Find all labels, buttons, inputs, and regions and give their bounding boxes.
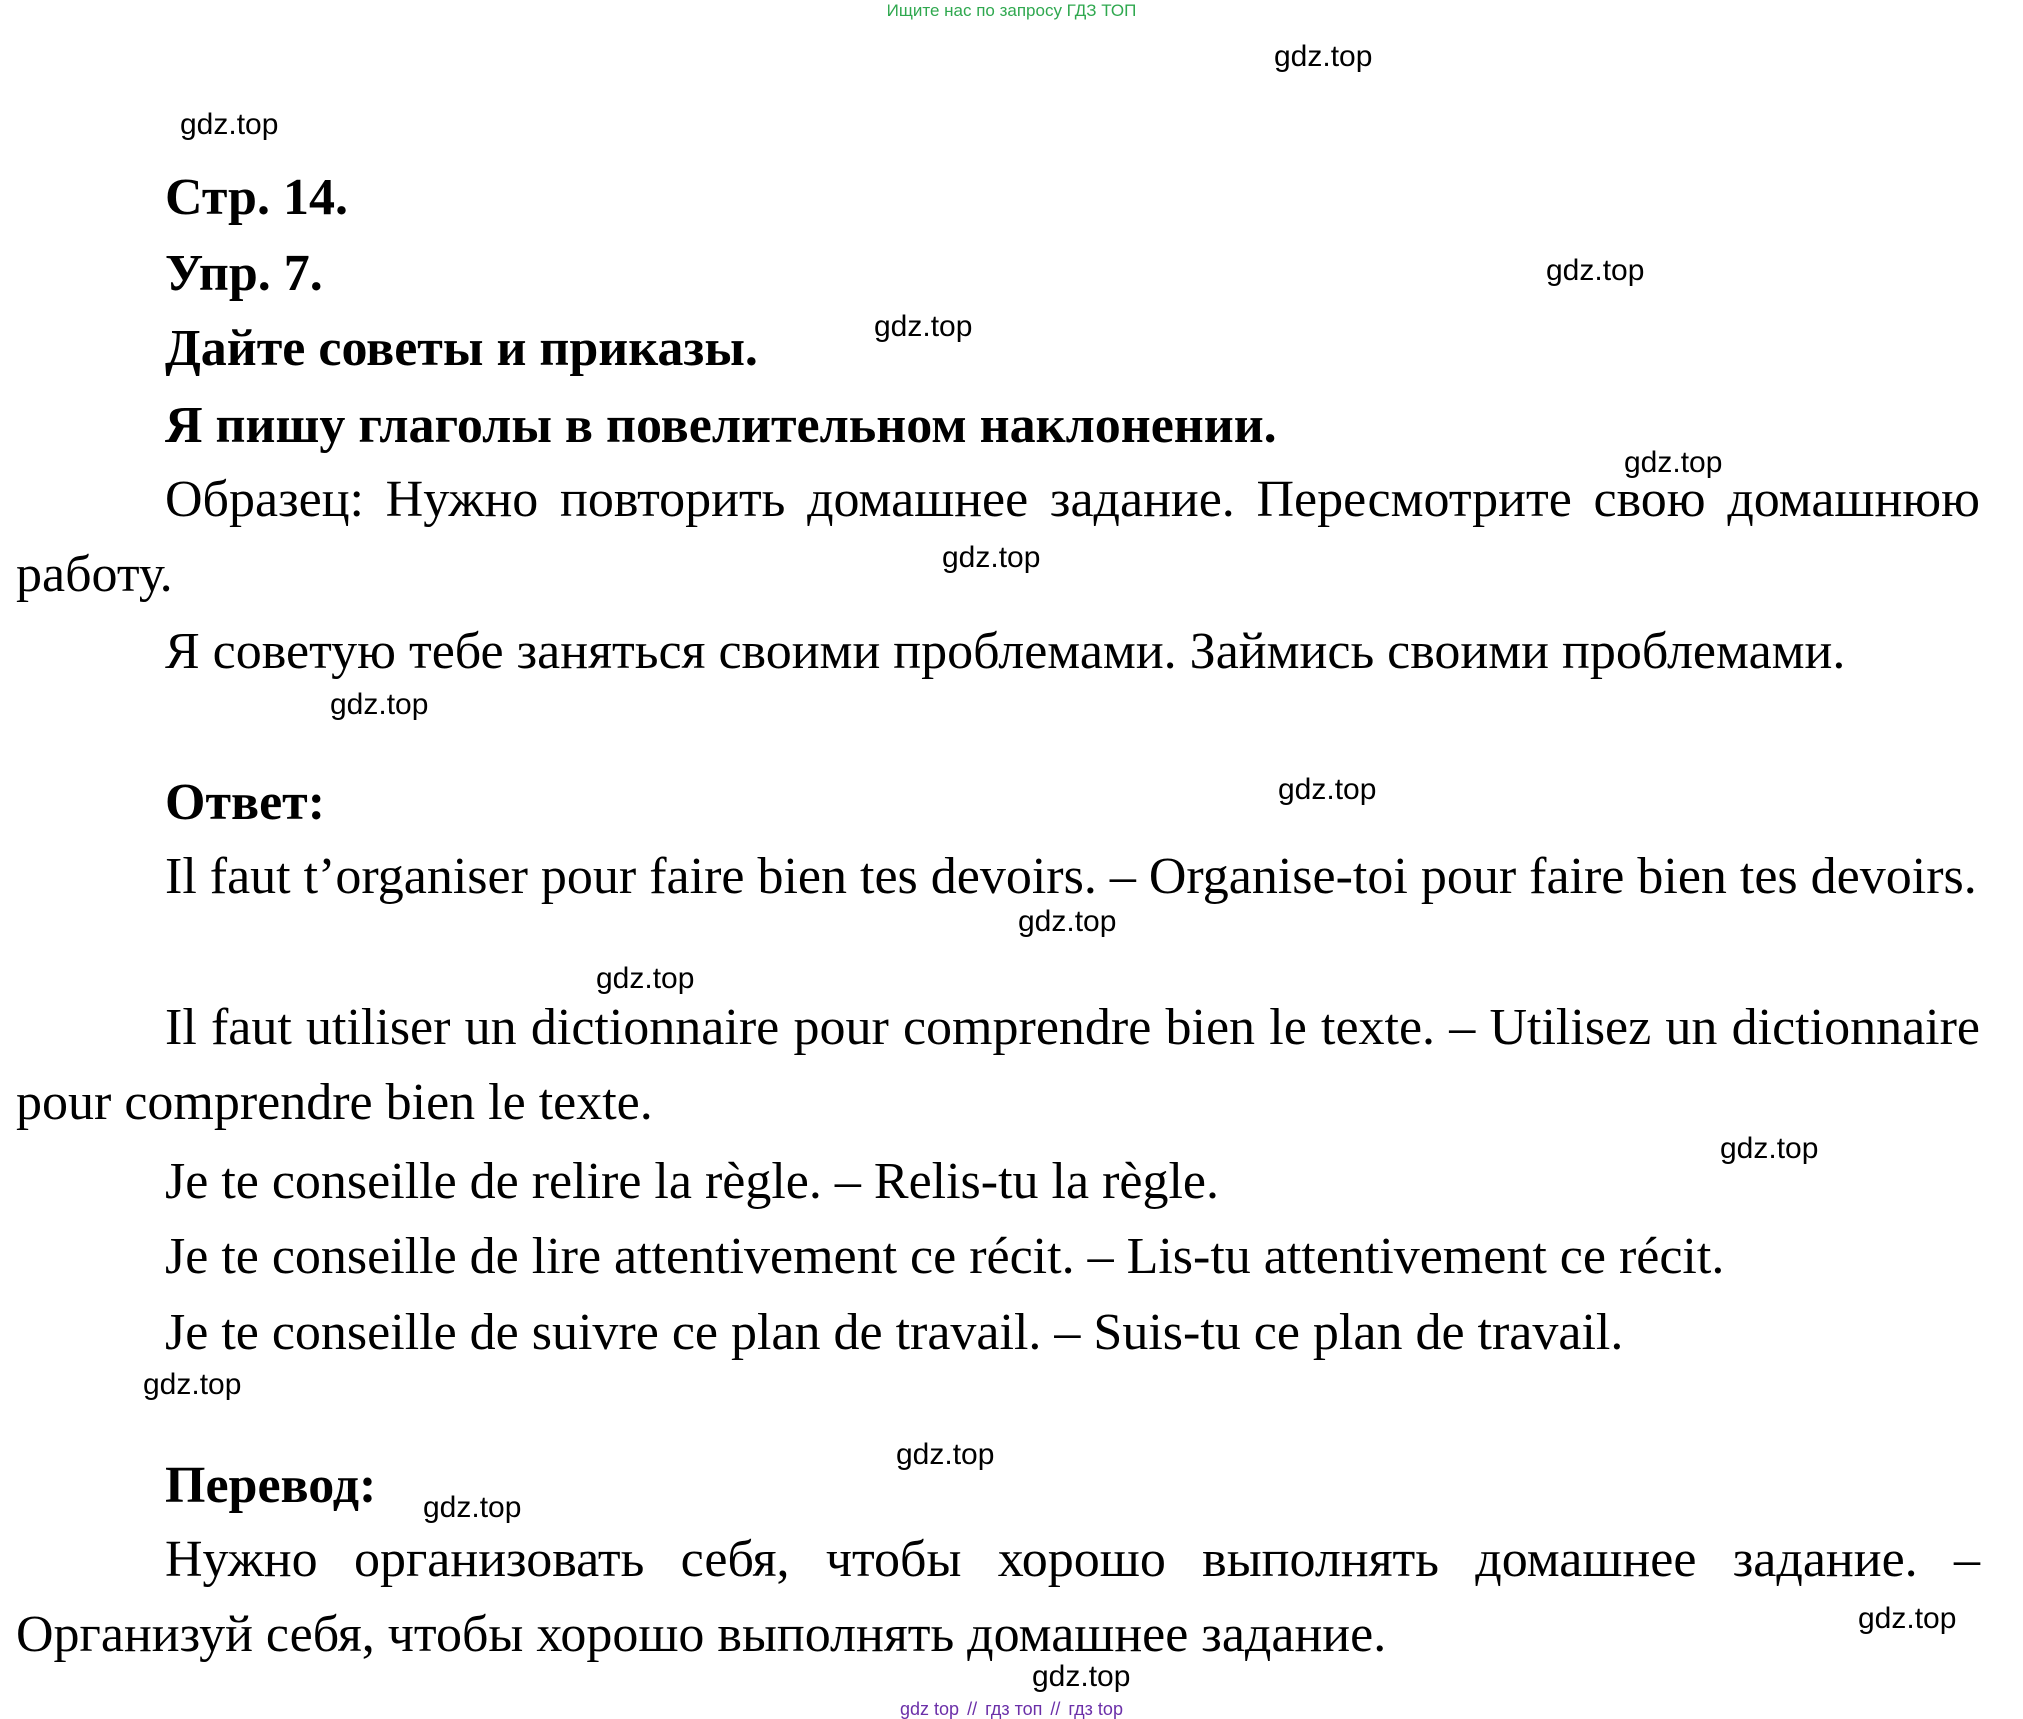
page-number: Стр. 14. xyxy=(165,169,348,226)
watermark: gdz.top xyxy=(942,541,1041,574)
watermark: gdz.top xyxy=(1624,446,1723,479)
watermark: gdz.top xyxy=(1278,773,1377,806)
task-title: Дайте советы и приказы. xyxy=(165,320,758,377)
watermark: gdz.top xyxy=(143,1368,242,1401)
answer-item: Il faut utiliser un dictionnaire pour comprendre bien le texte. – Utilisez un dictionnaire pour comprendre bien le texte. xyxy=(16,999,1980,1131)
watermark: gdz.top xyxy=(1546,254,1645,287)
bottom-banner xyxy=(0,1700,2023,1718)
watermark: gdz.top xyxy=(1858,1602,1957,1635)
answer-item: Il faut t’organiser pour faire bien tes devoirs. – Organise-toi pour faire bien tes devoirs. xyxy=(165,848,1977,905)
answer-item: Je te conseille de relire la règle. – Relis-tu la règle. xyxy=(165,1153,1219,1210)
translation-item: Нужно организовать себя, чтобы хорошо выполнять домашнее задание. – Организуй себя, чтобы хорошо выполнять домашнее задание. xyxy=(16,1531,1980,1663)
footer-link[interactable]: гдз топ xyxy=(985,1699,1043,1719)
answer-item: Je te conseille de lire attentivement ce récit. – Lis-tu attentivement ce récit. xyxy=(165,1228,1725,1285)
watermark: gdz.top xyxy=(1032,1660,1131,1693)
watermark: gdz.top xyxy=(1274,40,1373,73)
example-paragraph: Образец: Нужно повторить домашнее задание. Пересмотрите свою домашнюю работу. xyxy=(16,471,1980,603)
watermark: gdz.top xyxy=(1018,905,1117,938)
footer-separator: // xyxy=(1050,1699,1061,1719)
top-banner[interactable]: Ищите нас по запросу ГДЗ ТОП xyxy=(886,1,1137,20)
answer-label: Ответ: xyxy=(165,774,326,831)
task-subtitle: Я пишу глаголы в повелительном наклонении. xyxy=(165,397,1277,454)
example-paragraph: Я советую тебе заняться своими проблемами. Займись своими проблемами. xyxy=(165,623,1846,680)
watermark: gdz.top xyxy=(180,108,279,141)
watermark: gdz.top xyxy=(596,962,695,995)
translation-label: Перевод: xyxy=(165,1457,377,1514)
exercise-number: Упр. 7. xyxy=(165,245,323,302)
watermark: gdz.top xyxy=(896,1438,995,1471)
watermark: gdz.top xyxy=(330,688,429,721)
watermark: gdz.top xyxy=(1720,1132,1819,1165)
watermark: gdz.top xyxy=(874,310,973,343)
answer-item: Je te conseille de suivre ce plan de travail. – Suis-tu ce plan de travail. xyxy=(165,1304,1624,1361)
footer-separator: // xyxy=(967,1699,978,1719)
footer-link[interactable]: gdz top xyxy=(900,1699,960,1719)
watermark: gdz.top xyxy=(423,1491,522,1524)
footer-link[interactable]: гдз top xyxy=(1068,1699,1123,1719)
